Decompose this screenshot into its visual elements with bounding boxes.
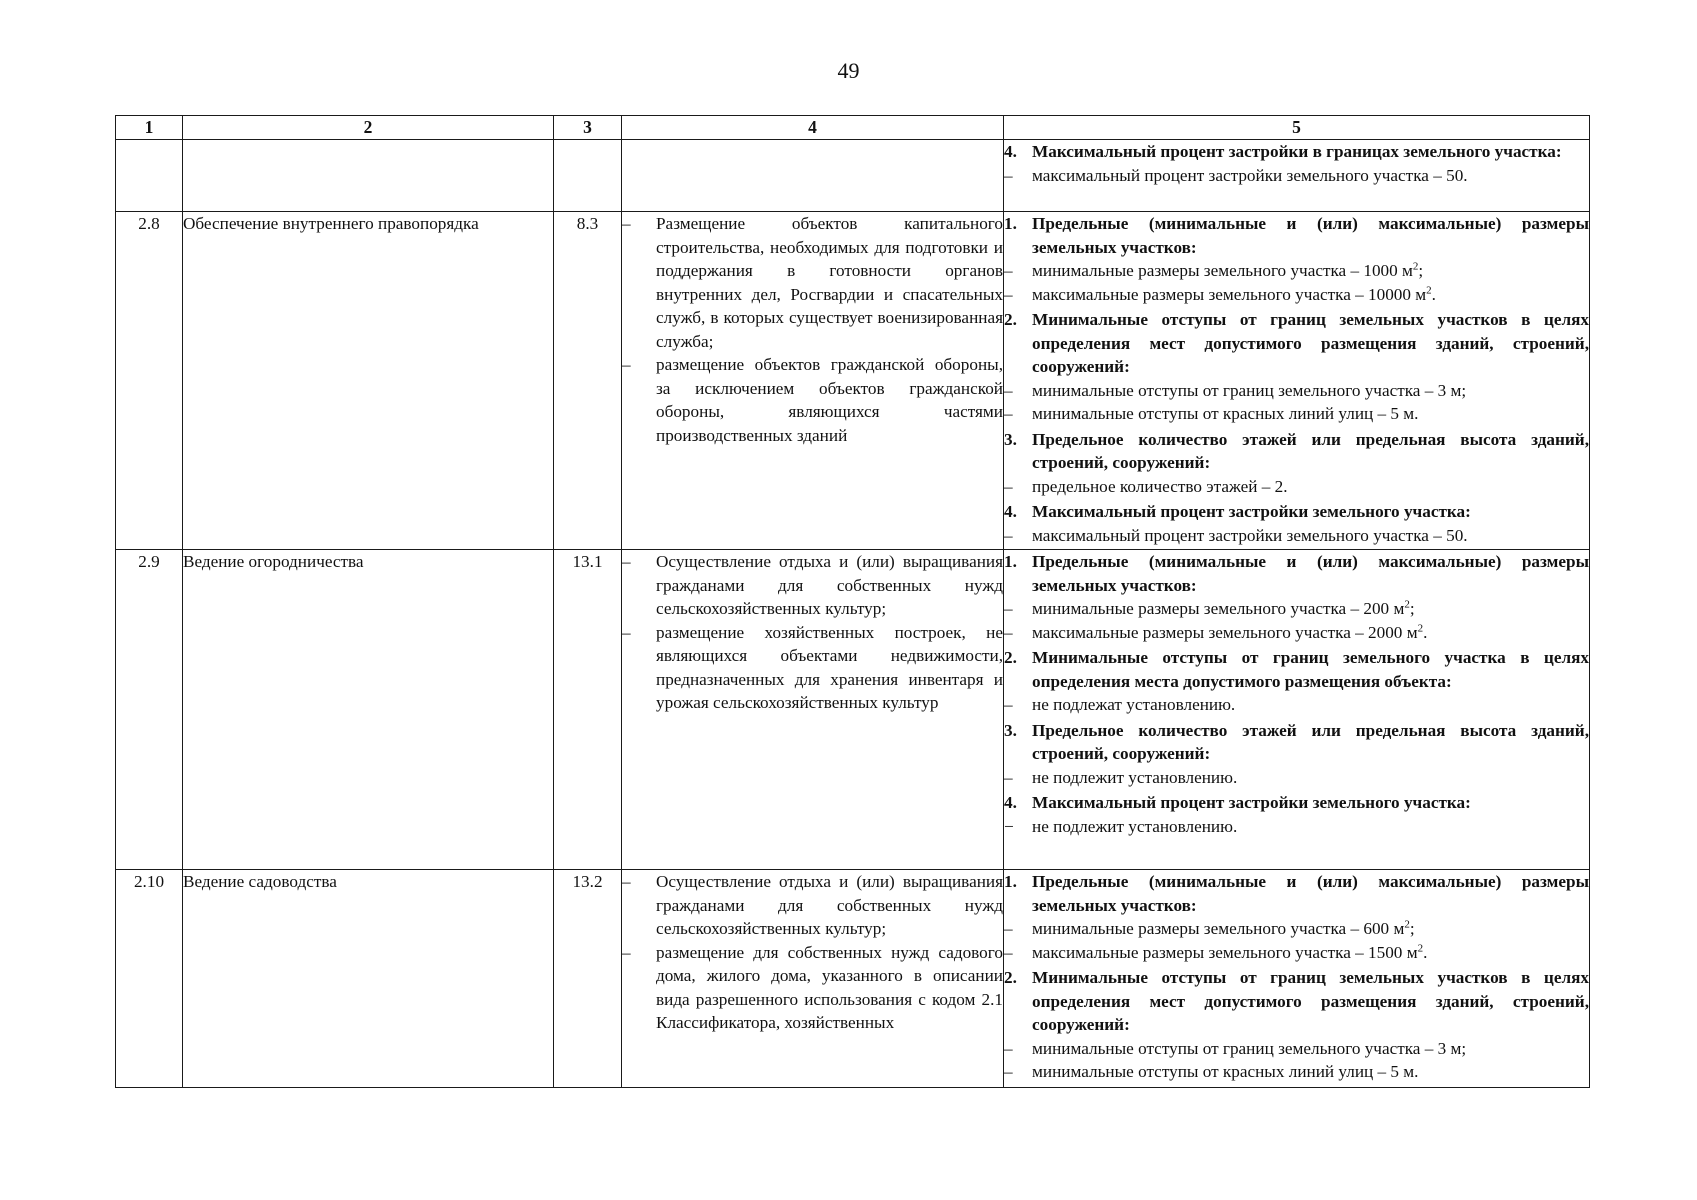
use-parameters: [1004, 212, 1590, 550]
param-item-text: не подлежат установлению.: [1032, 695, 1236, 714]
cont-code-cell: [554, 140, 622, 212]
param-heading: [1004, 428, 1589, 475]
page-number: 49: [837, 58, 860, 83]
punctuation: .: [1431, 284, 1436, 304]
param-heading: [1004, 870, 1589, 917]
param-item: [1004, 402, 1589, 426]
dash-marker: −: [1004, 816, 1014, 836]
param-item-text: не подлежит установлению.: [1032, 767, 1238, 787]
param-heading: [1004, 646, 1589, 693]
dash-marker: –: [1004, 695, 1013, 714]
param-item-text: максимальный процент застройки земельного участка – 50.: [1032, 525, 1468, 545]
param-item-text: минимальные размеры земельного участка – 200 м: [1032, 599, 1405, 618]
dash-marker: –: [1004, 1038, 1013, 1058]
param-number: 4.: [1004, 502, 1017, 521]
param-item: [1004, 524, 1589, 548]
use-code: 13.2: [554, 870, 622, 1088]
use-item: [622, 870, 1003, 941]
param-item-text: предельное количество этажей – 2.: [1032, 476, 1288, 496]
use-description: [622, 550, 1004, 870]
table-row: [116, 870, 1590, 1088]
unit-superscript: 2: [1426, 283, 1432, 296]
dash-marker: –: [1004, 767, 1013, 787]
uses-list: [622, 870, 1003, 1035]
header-col-3: 3: [554, 116, 622, 140]
param-heading-text: Предельные (минимальные и (или) максимальные) размеры земельных участков:: [1032, 552, 1589, 595]
dash-marker: –: [1004, 919, 1013, 938]
param-item: [1004, 693, 1589, 717]
param-list: [1004, 140, 1589, 187]
header-col-1: 1: [116, 116, 183, 140]
dash-marker: –: [622, 622, 631, 642]
use-name: Ведение садоводства: [183, 870, 554, 1088]
param-heading: [1004, 212, 1589, 259]
param-number: 2.: [1004, 968, 1017, 987]
header-col-4: 4: [622, 116, 1004, 140]
cont-params-cell: [1004, 140, 1590, 212]
param-heading: [1004, 791, 1589, 815]
param-item: [1004, 1037, 1589, 1061]
param-heading-text: Минимальные отступы от границ земельных участков в целях определения мест допустимого размещения зданий, строений, сооружений:: [1032, 310, 1589, 376]
unit-superscript: 2: [1404, 918, 1410, 931]
dash-marker: –: [622, 552, 631, 571]
param-list: [1004, 212, 1589, 547]
use-item-text: размещение хозяйственных построек, не являющихся объектами недвижимости, предназначенных для хранения инвентаря и урожая сельскохозяйственных культур: [656, 622, 1003, 712]
use-parameters: [1004, 870, 1590, 1088]
header-col-2: 2: [183, 116, 554, 140]
dash-marker: –: [1004, 261, 1013, 280]
param-item: [1004, 766, 1589, 790]
dash-marker: –: [622, 872, 631, 891]
param-item: [1004, 379, 1589, 403]
param-list: [1004, 870, 1589, 1084]
param-heading: [1004, 140, 1589, 164]
dash-marker: –: [1004, 525, 1013, 545]
header-row: [116, 116, 1590, 140]
row-number: 2.9: [116, 550, 183, 870]
use-item-text: Осуществление отдыха и (или) выращивания гражданами для собственных нужд сельскохозяйственных культур;: [656, 872, 1003, 938]
param-item-text: минимальные отступы от красных линий улиц – 5 м.: [1032, 404, 1419, 423]
use-description: [622, 212, 1004, 550]
use-code: 13.1: [554, 550, 622, 870]
punctuation: .: [1423, 942, 1428, 962]
dash-marker: –: [1004, 476, 1013, 496]
param-item-text: максимальный процент застройки земельного участка – 50.: [1032, 165, 1468, 185]
param-heading-text: Предельные (минимальные и (или) максимальные) размеры земельных участков:: [1032, 214, 1589, 257]
use-item-text: размещение объектов гражданской обороны, за исключением объектов гражданской обороны, являющихся частями производственных зданий: [656, 355, 1003, 445]
param-heading: [1004, 308, 1589, 379]
use-name: Ведение огородничества: [183, 550, 554, 870]
dash-marker: –: [1004, 165, 1013, 185]
param-item-text: минимальные отступы от красных линий улиц – 5 м.: [1032, 1062, 1419, 1081]
use-code: 8.3: [554, 212, 622, 550]
param-heading-text: Минимальные отступы от границ земельного участка в целях определения места допустимого размещения объекта:: [1032, 648, 1589, 691]
use-item-text: размещение для собственных нужд садового дома, жилого дома, указанного в описании вида разрешенного использования с кодом 2.1 Классификатора, хозяйственных: [656, 942, 1003, 1032]
param-item-text: максимальные размеры земельного участка – 10000 м: [1032, 284, 1427, 304]
dash-marker: –: [622, 942, 631, 962]
param-item: [1004, 621, 1589, 645]
dash-marker: –: [1004, 622, 1013, 642]
param-heading-text: Максимальный процент застройки земельного участка:: [1032, 793, 1471, 812]
use-item: [622, 353, 1003, 447]
unit-superscript: 2: [1404, 598, 1410, 611]
cont-num-cell: [116, 140, 183, 212]
param-number: 2.: [1004, 648, 1017, 667]
param-item: [1004, 259, 1589, 283]
land-use-table: [115, 115, 1590, 1088]
uses-list: [622, 550, 1003, 715]
param-heading-text: Максимальный процент застройки земельного участка:: [1032, 502, 1471, 521]
punctuation: ;: [1418, 261, 1424, 280]
param-item-text: минимальные отступы от границ земельного участка – 3 м;: [1032, 380, 1467, 400]
param-item: [1004, 815, 1589, 839]
param-heading: [1004, 550, 1589, 597]
table-row: [116, 212, 1590, 550]
table-row: [116, 550, 1590, 870]
param-number: 1.: [1004, 872, 1017, 891]
param-item-text: минимальные размеры земельного участка – 600 м: [1032, 919, 1405, 938]
dash-marker: –: [1004, 284, 1013, 304]
param-heading-text: Предельные (минимальные и (или) максимальные) размеры земельных участков:: [1032, 872, 1589, 915]
param-heading-text: Максимальный процент застройки в границах земельного участка:: [1032, 142, 1562, 161]
param-list: [1004, 550, 1589, 838]
param-number: 4.: [1004, 142, 1017, 161]
param-heading: [1004, 500, 1589, 524]
unit-superscript: 2: [1412, 260, 1419, 273]
param-number: 3.: [1004, 720, 1017, 740]
dash-marker: –: [1004, 404, 1013, 423]
row-number: 2.8: [116, 212, 183, 550]
param-item: [1004, 283, 1589, 307]
dash-marker: –: [1004, 599, 1013, 618]
dash-marker: –: [622, 214, 631, 233]
param-item-text: максимальные размеры земельного участка – 2000 м: [1032, 622, 1418, 642]
header-col-5: 5: [1004, 116, 1590, 140]
param-item-text: минимальные отступы от границ земельного участка – 3 м;: [1032, 1038, 1467, 1058]
unit-superscript: 2: [1417, 941, 1424, 954]
uses-list: [622, 212, 1003, 447]
punctuation: ;: [1409, 919, 1415, 938]
use-item-text: Осуществление отдыха и (или) выращивания гражданами для собственных нужд сельскохозяйственных культур;: [656, 552, 1003, 618]
param-item: [1004, 917, 1589, 941]
use-parameters: [1004, 550, 1590, 870]
param-item-text: не подлежит установлению.: [1032, 816, 1238, 836]
param-item: [1004, 475, 1589, 499]
use-item: [622, 212, 1003, 353]
punctuation: .: [1423, 622, 1428, 642]
punctuation: ;: [1409, 599, 1415, 618]
param-item: [1004, 1060, 1589, 1084]
dash-marker: –: [1004, 942, 1013, 962]
use-description: [622, 870, 1004, 1088]
use-item: [622, 621, 1003, 715]
param-item: [1004, 164, 1589, 188]
param-number: 2.: [1004, 310, 1017, 329]
param-heading-text: Минимальные отступы от границ земельных участков в целях определения мест допустимого размещения зданий, строений, сооружений:: [1032, 968, 1589, 1034]
param-number: 1.: [1004, 214, 1017, 233]
param-heading-text: Предельное количество этажей или предельная высота зданий, строений, сооружений:: [1032, 429, 1589, 472]
use-item-text: Размещение объектов капитального строительства, необходимых для подготовки и поддержания в готовности органов внутренних дел, Росгвардии и спасательных служб, в которых существует военизированная служба;: [656, 214, 1003, 351]
use-name: Обеспечение внутреннего правопорядка: [183, 212, 554, 550]
param-number: 3.: [1004, 429, 1017, 449]
param-heading: [1004, 719, 1589, 766]
param-item: [1004, 597, 1589, 621]
continuation-row: [116, 140, 1590, 212]
unit-superscript: 2: [1417, 621, 1424, 634]
use-item: [622, 550, 1003, 621]
param-item: [1004, 941, 1589, 965]
param-heading: [1004, 966, 1589, 1037]
cont-uses-cell: [622, 140, 1004, 212]
dash-marker: –: [1004, 380, 1013, 400]
param-item-text: максимальные размеры земельного участка – 1500 м: [1032, 942, 1418, 962]
dash-marker: –: [1004, 1062, 1013, 1081]
param-heading-text: Предельное количество этажей или предельная высота зданий, строений, сооружений:: [1032, 720, 1589, 763]
dash-marker: –: [622, 355, 631, 374]
param-item-text: минимальные размеры земельного участка – 1000 м: [1032, 261, 1413, 280]
param-number: 4.: [1004, 793, 1017, 812]
use-item: [622, 941, 1003, 1035]
cont-name-cell: [183, 140, 554, 212]
param-number: 1.: [1004, 552, 1017, 571]
row-number: 2.10: [116, 870, 183, 1088]
